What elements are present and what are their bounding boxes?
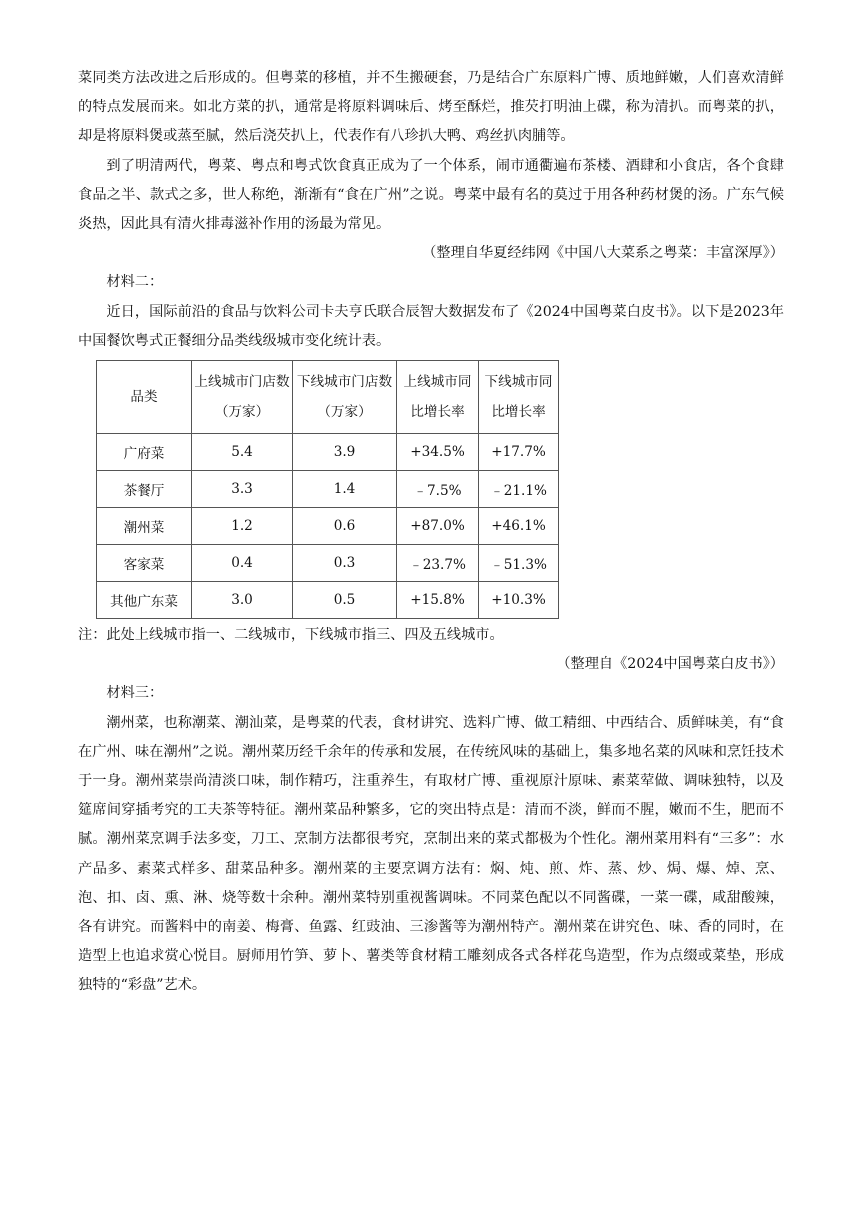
table-header-row: [97, 361, 559, 434]
material1-source: （整理自华夏经纬网《中国八大菜系之粤菜：丰富深厚》）: [422, 245, 784, 262]
table-cell: ﹣21.1%: [479, 471, 559, 508]
document-page: [78, 64, 784, 1001]
table-row: [97, 545, 559, 582]
table-cell: +34.5%: [397, 434, 479, 471]
header-upper-growth: 上线城市同比增长率: [397, 361, 479, 434]
table-row: [97, 582, 559, 619]
material3-label: 材料三：: [106, 685, 164, 702]
table-row: [97, 471, 559, 508]
table-cell: ﹣51.3%: [479, 545, 559, 582]
table-cell: +15.8%: [397, 582, 479, 619]
table-row: [97, 434, 559, 471]
table-cell: 3.0: [192, 582, 293, 619]
header-upper-stores: 上线城市门店数（万家）: [192, 361, 293, 434]
table-cell: ﹣23.7%: [397, 545, 479, 582]
statistics-table: [96, 360, 559, 619]
table-cell: ﹣7.5%: [397, 471, 479, 508]
material1-paragraph-2: 到了明清两代，粤菜、粤点和粤式饮食真正成为了一个体系，闹市通衢遍布茶楼、酒肆和小食店，各个食肆食品之半、款式之多，世人称绝，渐渐有“食在广州”之说。粤菜中最有名的莫过于用各种药材煲的汤。广东气候炎热，因此具有清火排毒滋补作用的汤最为常见。: [78, 157, 784, 233]
material1-paragraph-continued: 菜同类方法改进之后形成的。但粤菜的移植，并不生搬硬套，乃是结合广东原料广博、质地鲜嫩，人们喜欢清鲜的特点发展而来。如北方菜的扒，通常是将原料调味后、烤至酥烂，推芡打明油上碟，称为清扒。而粤菜的扒，却是将原料煲或蒸至腻，然后浇芡扒上，代表作有八珍扒大鸭、鸡丝扒肉脯等。: [78, 70, 784, 145]
table-cell: 客家菜: [97, 545, 192, 582]
table-cell: 茶餐厅: [97, 471, 192, 508]
material2-intro: 近日，国际前沿的食品与饮料公司卡夫亨氏联合辰智大数据发布了《2024中国粤菜白皮书》。以下是2023年中国餐饮粤式正餐细分品类线级城市变化统计表。: [78, 303, 784, 349]
material3-paragraph: 潮州菜，也称潮菜、潮汕菜，是粤菜的代表，食材讲究、选料广博、做工精细、中西结合、质鲜味美，有“食在广州、味在潮州”之说。潮州菜历经千余年的传承和发展，在传统风味的基础上，集多地名菜的风味和烹饪技术于一身。潮州菜崇尚清淡口味，制作精巧，注重养生，有取材广博、重视原汁原味、素菜荤做、调味独特，以及筵席间穿插考究的工夫茶等特征。潮州菜品种繁多，它的突出特点是：清而不淡，鲜而不腥，嫩而不生，肥而不腻。潮州菜烹调手法多变，刀工、烹制方法都很考究，烹制出来的菜式都极为个性化。潮州菜用料有“三多”：水产品多、素菜式样多、甜菜品种多。潮州菜的主要烹调方法有：焖、炖、煎、炸、蒸、炒、焗、爆、焯、烹、泡、扣、卤、熏、淋、烧等数十余种。潮州菜特别重视酱调味。不同菜色配以不同酱碟，一菜一碟，咸甜酸辣，各有讲究。而酱料中的南姜、梅膏、鱼露、红豉油、三渗酱等为潮州特产。潮州菜在讲究色、味、香的同时，在造型上也追求赏心悦目。厨师用竹笋、萝卜、薯类等食材精工雕刻成各式各样花鸟造型，作为点缀或菜垫，形成独特的“彩盘”艺术。: [78, 714, 784, 994]
table-cell: 广府菜: [97, 434, 192, 471]
table-cell: +46.1%: [479, 508, 559, 545]
material2-source: （整理自《2024中国粤菜白皮书》）: [556, 656, 784, 673]
table-cell: 1.4: [293, 471, 397, 508]
table-cell: 5.4: [192, 434, 293, 471]
table-cell: 3.3: [192, 471, 293, 508]
table-cell: 其他广东菜: [97, 582, 192, 619]
table-cell: 潮州菜: [97, 508, 192, 545]
table-cell: +17.7%: [479, 434, 559, 471]
header-lower-growth: 下线城市同比增长率: [479, 361, 559, 434]
material2-label: 材料二：: [106, 274, 164, 291]
table-cell: 3.9: [293, 434, 397, 471]
table-row: [97, 508, 559, 545]
table-cell: 0.6: [293, 508, 397, 545]
table-cell: 0.4: [192, 545, 293, 582]
header-lower-stores: 下线城市门店数（万家）: [293, 361, 397, 434]
table-cell: 0.3: [293, 545, 397, 582]
table-cell: 0.5: [293, 582, 397, 619]
table-cell: +87.0%: [397, 508, 479, 545]
table-cell: +10.3%: [479, 582, 559, 619]
table-note: 注：此处上线城市指一、二线城市，下线城市指三、四及五线城市。: [78, 627, 504, 644]
header-category: 品类: [97, 361, 192, 434]
table-cell: 1.2: [192, 508, 293, 545]
